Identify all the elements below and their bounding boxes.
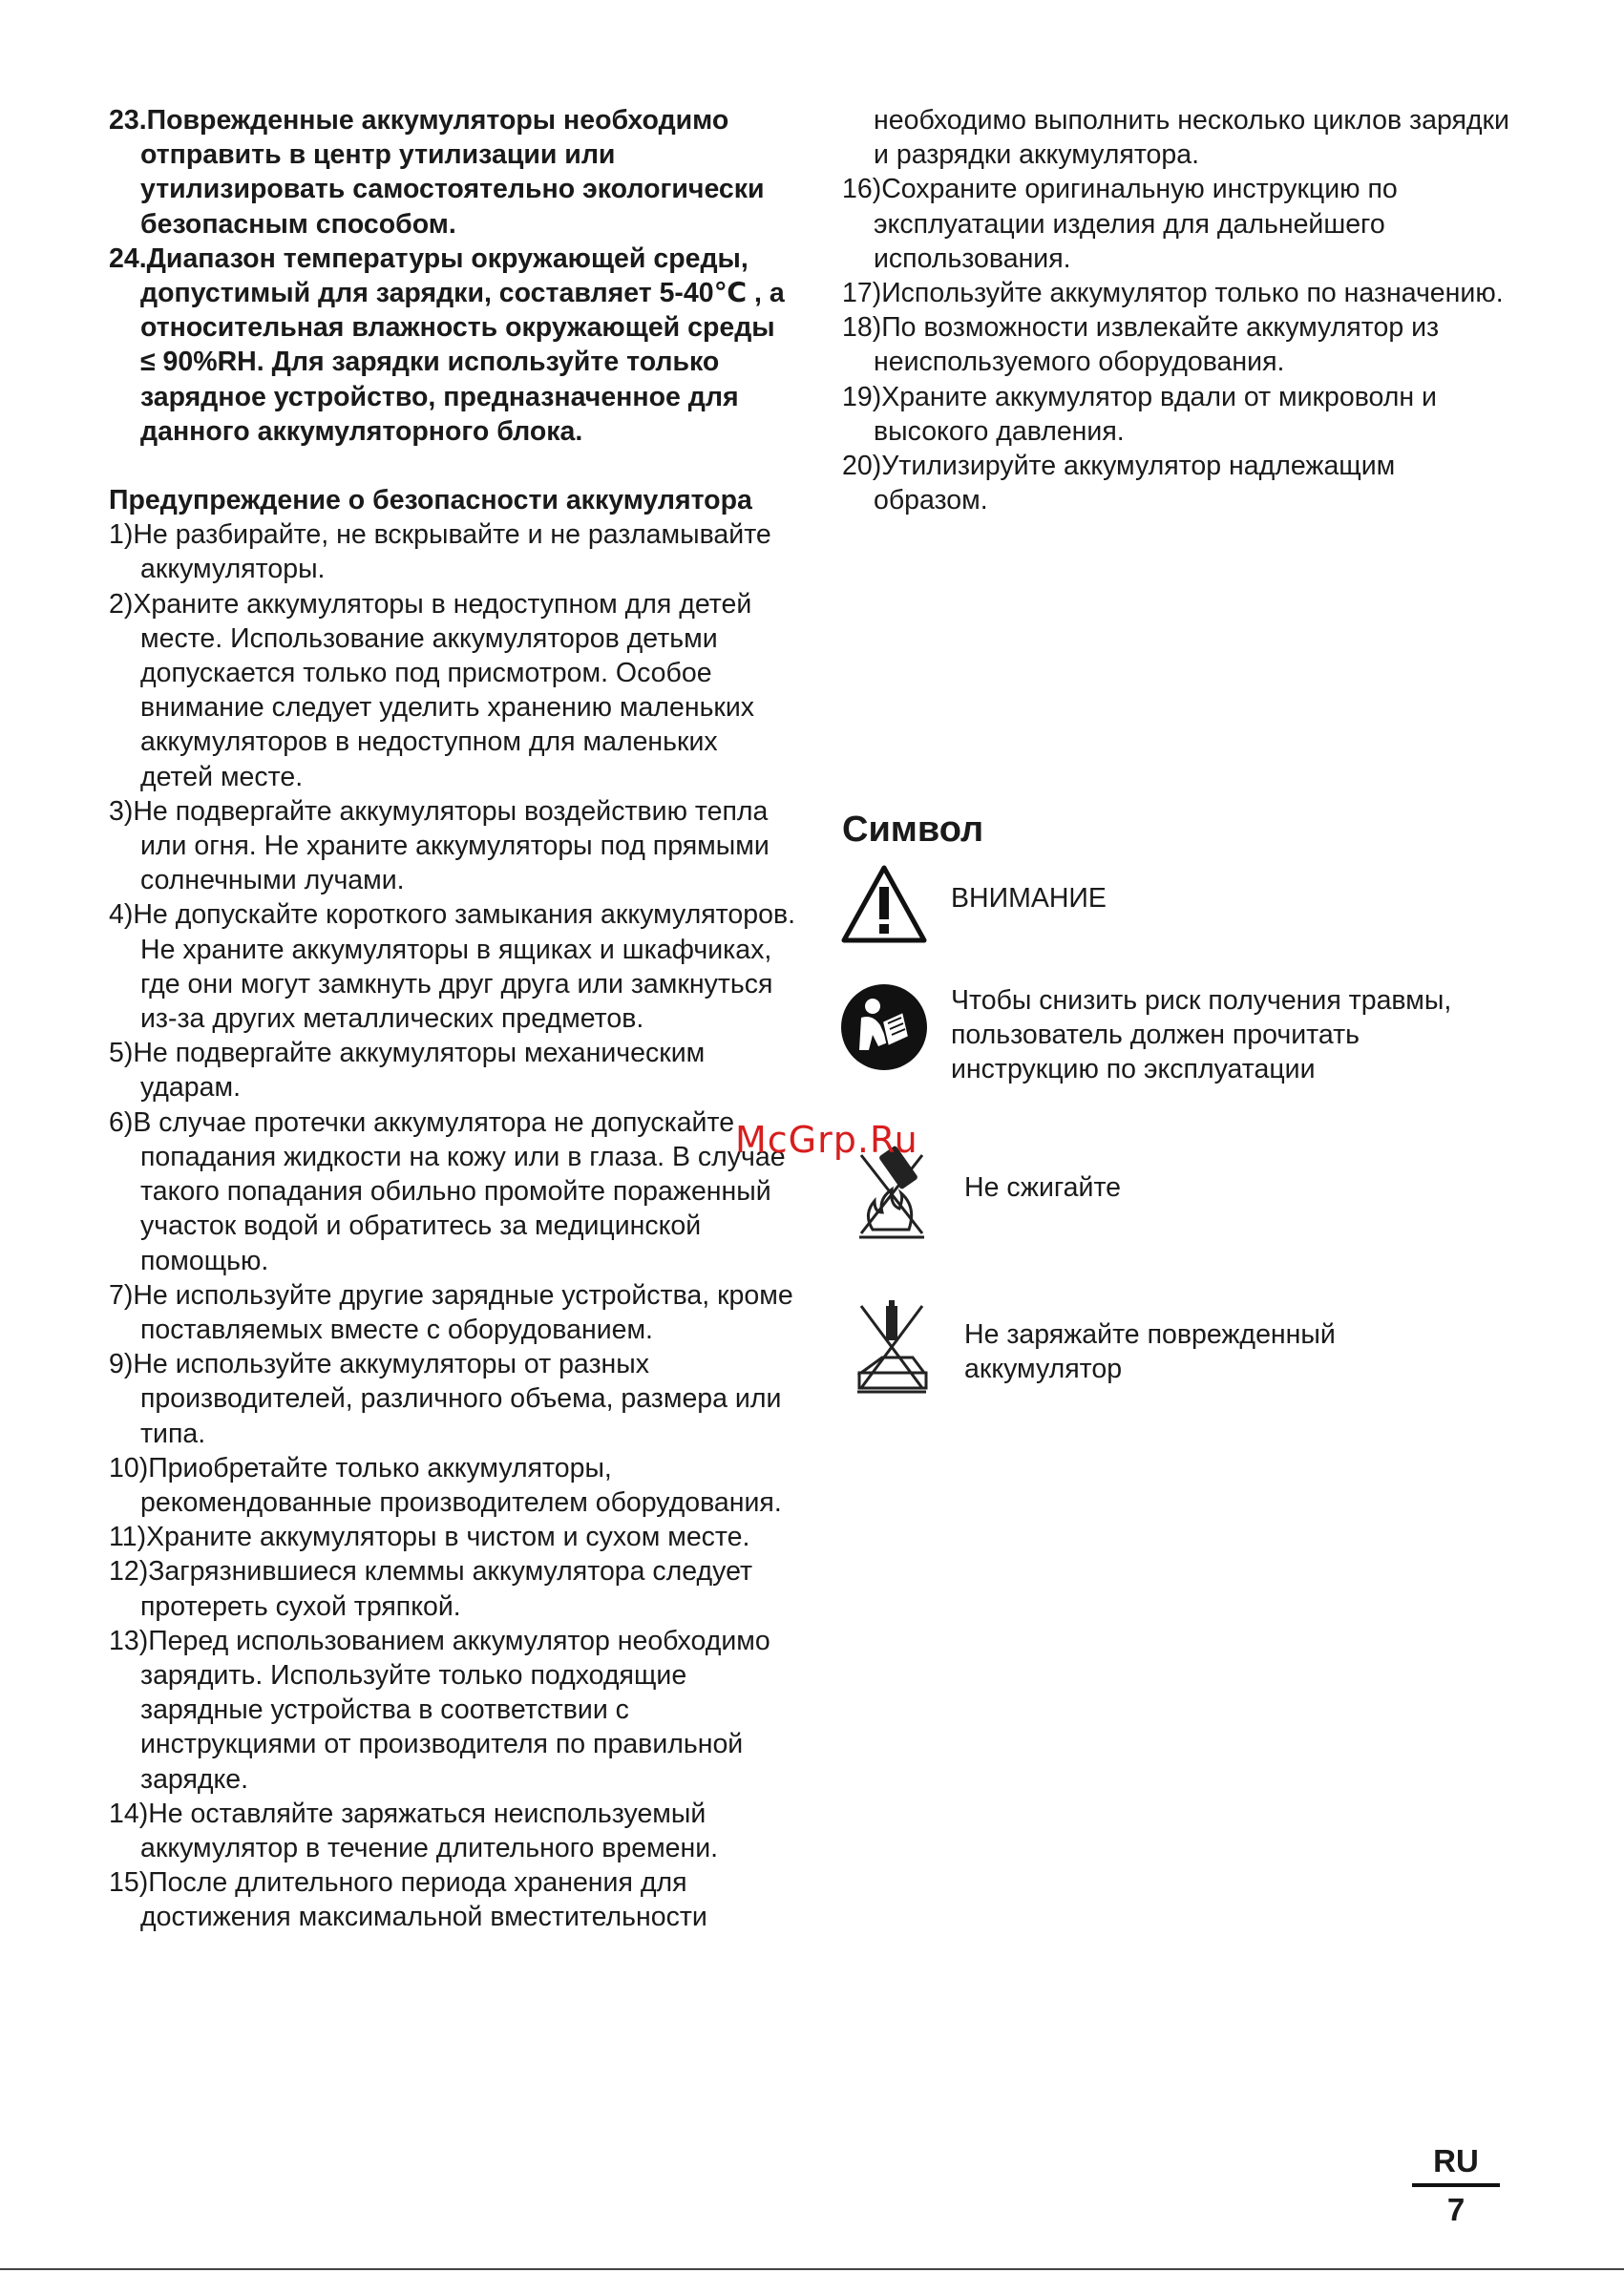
list-item-continuation: необходимо выполнить несколько циклов зарядки и разрядки аккумулятора. bbox=[874, 105, 1509, 171]
list-item: 16)Сохраните оригинальную инструкцию по эксплуатации изделия для дальнейшего использования. bbox=[842, 174, 1398, 274]
page-number: 7 bbox=[1446, 2192, 1466, 2227]
do-not-burn-label: Не сжигайте bbox=[964, 1172, 1122, 1203]
list-item: 1)Не разбирайте, не вскрывайте и не разламывайте аккумуляторы. bbox=[109, 519, 771, 585]
list-item: 18)По возможности извлекайте аккумулятор из неиспользуемого оборудования. bbox=[842, 312, 1440, 378]
list-item: 2)Храните аккумуляторы в недоступном для детей месте. Использование аккумуляторов детьми допускается только под присмотром. Особое внимание следует уделить хранению маленьких аккумуляторов в недоступном для маленьких детей месте. bbox=[109, 588, 755, 792]
symbols-heading: Символ bbox=[842, 810, 984, 850]
do-not-charge-text: Не заряжайте поврежденный аккумулятор bbox=[964, 1319, 1336, 1385]
warning-triangle-icon bbox=[840, 864, 928, 944]
bottom-edge-line bbox=[0, 2268, 1624, 2270]
left-column bbox=[109, 103, 796, 1935]
list-item: 23.Поврежденные аккумуляторы необходимо отправить в центр утилизации или утилизировать самостоятельно экологически безопасным способом. bbox=[109, 105, 765, 240]
list-item: 19)Храните аккумулятор вдали от микроволн и высокого давления. bbox=[842, 381, 1437, 447]
safety-heading: Предупреждение о безопасности аккумулятора bbox=[109, 485, 752, 516]
list-item: 9)Не используйте аккумуляторы от разных производителей, различного объема, размера или типа. bbox=[109, 1349, 782, 1449]
list-item: 5)Не подвергайте аккумуляторы механическим ударам. bbox=[109, 1038, 706, 1104]
list-item: 11)Храните аккумуляторы в чистом и сухом месте. bbox=[109, 1522, 750, 1553]
read-manual-text: Чтобы снизить риск получения травмы, пользователь должен прочитать инструкцию по эксплуатации bbox=[951, 985, 1452, 1085]
read-manual-icon bbox=[840, 983, 928, 1071]
watermark: McGrp.Ru bbox=[735, 1119, 918, 1161]
page-marker bbox=[1412, 2143, 1500, 2227]
list-item: 12)Загрязнившиеся клеммы аккумулятора следует протереть сухой тряпкой. bbox=[109, 1556, 753, 1622]
list-item: 10)Приобретайте только аккумуляторы, рекомендованные производителем оборудования. bbox=[109, 1452, 782, 1518]
list-item: 20)Утилизируйте аккумулятор надлежащим образом. bbox=[842, 451, 1396, 516]
right-column bbox=[842, 103, 1510, 517]
list-item: 4)Не допускайте короткого замыкания аккумуляторов. Не храните аккумуляторы в ящиках и шкафчиках, где они могут замкнуть друг друга или замкнуться из-за других металлических предметов. bbox=[109, 899, 796, 1035]
page-marker-divider bbox=[1412, 2183, 1500, 2187]
list-item: 17)Используйте аккумулятор только по назначению. bbox=[842, 278, 1504, 309]
list-item: 3)Не подвергайте аккумуляторы воздействию тепла или огня. Не храните аккумуляторы под прямыми солнечными лучами. bbox=[109, 795, 770, 896]
list-item: 7)Не используйте другие зарядные устройства, кроме поставляемых вместе с оборудованием. bbox=[109, 1279, 793, 1345]
list-item: 24.Диапазон температуры окружающей среды, допустимый для зарядки, составляет 5-40℃ , а относительная влажность окружающей среды ≤ 90%RH. Для зарядки используйте только зарядное устройство, предназначенное для данного аккумуляторного блока. bbox=[109, 242, 785, 447]
language-code: RU bbox=[1433, 2143, 1479, 2178]
list-item: 15)После длительного периода хранения для достижения максимальной вместительности bbox=[109, 1867, 707, 1933]
warning-label: ВНИМАНИЕ bbox=[951, 883, 1107, 914]
list-item: 13)Перед использованием аккумулятор необходимо зарядить. Используйте только подходящие зарядные устройства в соответствии с инструкциями от производителя по правильной зарядке. bbox=[109, 1625, 770, 1795]
list-item: 6)В случае протечки аккумулятора не допускайте попадания жидкости на кожу или в глаза. В случае такого попадания обильно промойте пораженный участок водой и обратитесь за медицинской помощью. bbox=[109, 1106, 786, 1276]
list-item: 14)Не оставляйте заряжаться неиспользуемый аккумулятор в течение длительного времени. bbox=[109, 1798, 719, 1863]
do-not-charge-damaged-icon bbox=[854, 1298, 930, 1398]
